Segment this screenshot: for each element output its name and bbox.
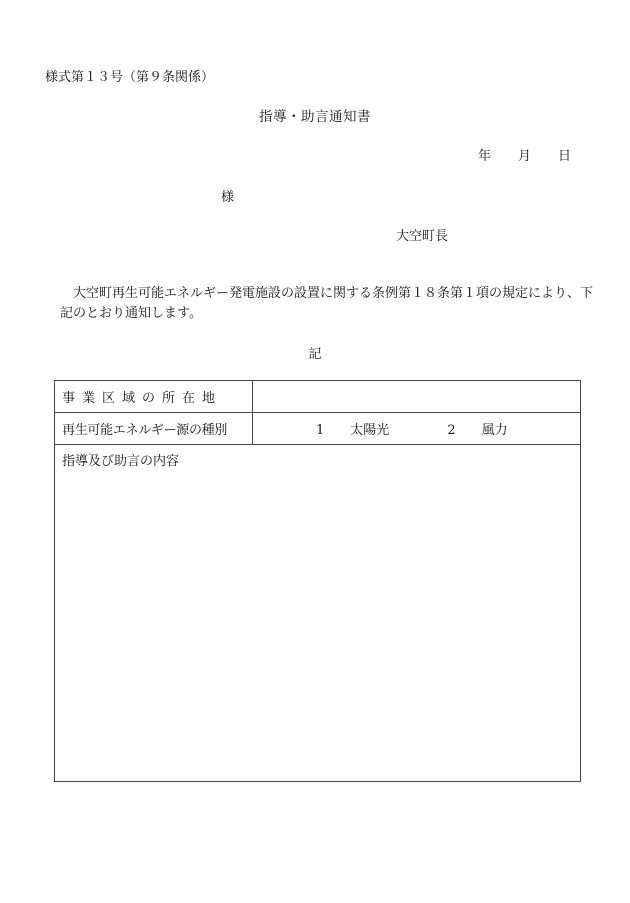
issuer-name: 大空町長 — [396, 229, 449, 244]
form-number: 様式第１３号（第９条関係） — [45, 70, 215, 85]
location-value-field[interactable] — [253, 381, 581, 413]
guidance-cell[interactable] — [55, 445, 581, 782]
form-table — [54, 380, 581, 782]
option-number: 2 — [447, 423, 456, 438]
guidance-label: 指導及び助言の内容 — [62, 454, 180, 469]
date-year: 年 — [478, 149, 492, 164]
energy-type-label: 再生可能エネルギー源の種別 — [55, 413, 253, 445]
energy-option-wind[interactable] — [447, 419, 507, 438]
body-text: 大空町再生可能エネルギー発電施設の設置に関する条例第１８条第１項の規定により、下記のとおり通知します。 — [60, 286, 594, 321]
guidance-row — [55, 445, 581, 782]
addressee-suffix: 様 — [221, 190, 235, 205]
energy-type-row — [55, 413, 581, 445]
document-title: 指導・助言通知書 — [259, 109, 371, 125]
energy-option-solar[interactable] — [316, 419, 389, 438]
option-number: 1 — [316, 423, 325, 438]
date-line — [478, 145, 571, 164]
date-month: 月 — [518, 149, 532, 164]
location-label: 事業区域の所在地 — [55, 381, 253, 413]
ki-heading: 記 — [308, 347, 322, 362]
location-row — [55, 381, 581, 413]
energy-type-options — [253, 413, 581, 445]
body-paragraph — [60, 284, 600, 324]
date-day: 日 — [558, 149, 572, 164]
option-label: 風力 — [481, 423, 508, 438]
option-label: 太陽光 — [350, 423, 390, 438]
